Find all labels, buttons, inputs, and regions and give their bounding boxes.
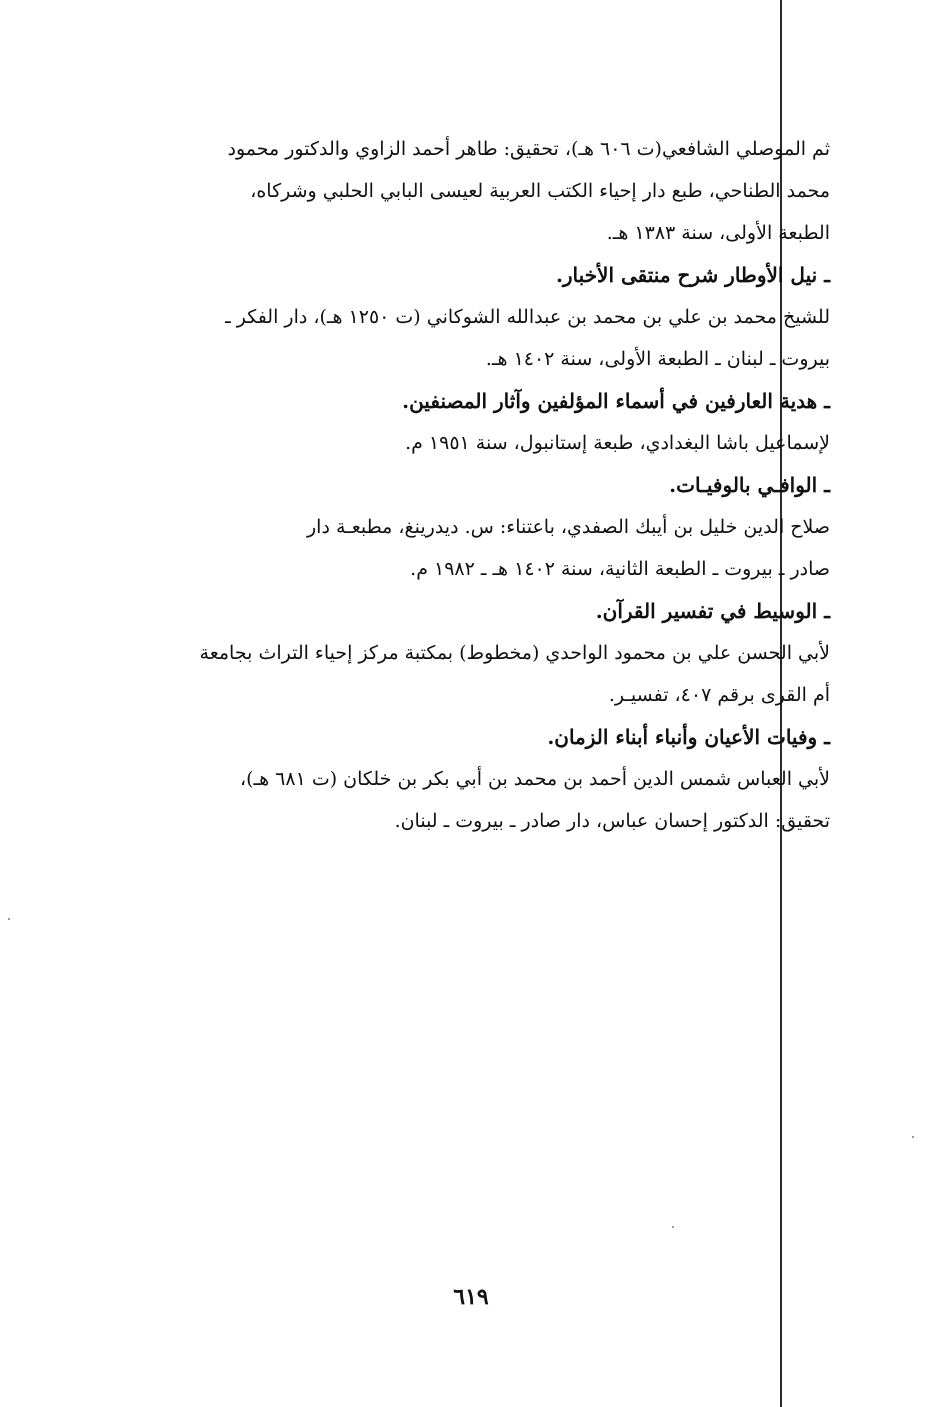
entry-heading: ـ وفيات الأعيان وأنباء أبناء الزمان. <box>547 725 830 749</box>
entry-line: بيروت ـ لبنان ـ الطبعة الأولى، سنة ١٤٠٢ هـ. <box>485 348 830 370</box>
bibliography-list <box>140 128 830 842</box>
bibliography-entry <box>140 254 830 380</box>
scan-speck <box>8 918 10 920</box>
bibliography-entry <box>140 590 830 716</box>
entry-heading: ـ نيل الأوطار شرح منتقى الأخبار. <box>555 263 830 287</box>
entry-body <box>190 422 830 464</box>
entry-heading: ـ الوافـي بالوفيـات. <box>669 473 830 497</box>
entry-line: أم القرى برقم ٤٠٧، تفسيـر. <box>608 684 830 706</box>
entry-line: لأبي العباس شمس الدين أحمد بن محمد بن أبي بكر بن خلكان (ت ٦٨١ هـ)، <box>239 768 830 790</box>
entry-body <box>190 506 830 590</box>
entry-body <box>190 296 830 380</box>
entry-heading: ـ الوسيط في تفسير القرآن. <box>595 599 830 623</box>
entry-heading: ـ هدية العارفين في أسماء المؤلفين وآثار المصنفين. <box>402 389 830 413</box>
scan-speck <box>672 1226 674 1228</box>
entry-line: الطبعة الأولى، سنة ١٣٨٣ هـ. <box>606 222 830 244</box>
entry-line: محمد الطناحي، طبع دار إحياء الكتب العربية لعيسى البابي الحلبي وشركاه، <box>250 180 830 202</box>
bibliography-entry <box>140 716 830 842</box>
entry-line: ثم الموصلي الشافعي(ت ٦٠٦ هـ)، تحقيق: طاهر أحمد الزاوي والدكتور محمود <box>227 138 830 160</box>
entry-line: تحقيق: الدكتور إحسان عباس، دار صادر ـ بيروت ـ لبنان. <box>394 810 830 832</box>
entry-line: صادر ـ بيروت ـ الطبعة الثانية، سنة ١٤٠٢ هـ ـ ١٩٨٢ م. <box>410 558 830 580</box>
page-number: ٦١٩ <box>453 1284 489 1310</box>
entry-line: للشيخ محمد بن علي بن محمد بن عبدالله الشوكاني (ت ١٢٥٠ هـ)، دار الفكر ـ <box>225 306 830 328</box>
bibliography-entry <box>140 464 830 590</box>
entry-body <box>190 758 830 842</box>
bibliography-entry <box>140 380 830 464</box>
bibliography-entry <box>140 128 830 254</box>
scan-speck <box>912 1136 914 1138</box>
entry-line: صلاح الدين خليل بن أيبك الصفدي، باعتناء: س. ديدرينغ، مطبعـة دار <box>306 516 830 538</box>
entry-body <box>190 632 830 716</box>
entry-line: لإسماعيل باشا البغدادي، طبعة إستانبول، سنة ١٩٥١ م. <box>405 432 830 454</box>
entry-line: لأبي الحسن علي بن محمود الواحدي (مخطوط) بمكتبة مركز إحياء التراث بجامعة <box>199 642 830 664</box>
entry-body <box>190 128 830 254</box>
